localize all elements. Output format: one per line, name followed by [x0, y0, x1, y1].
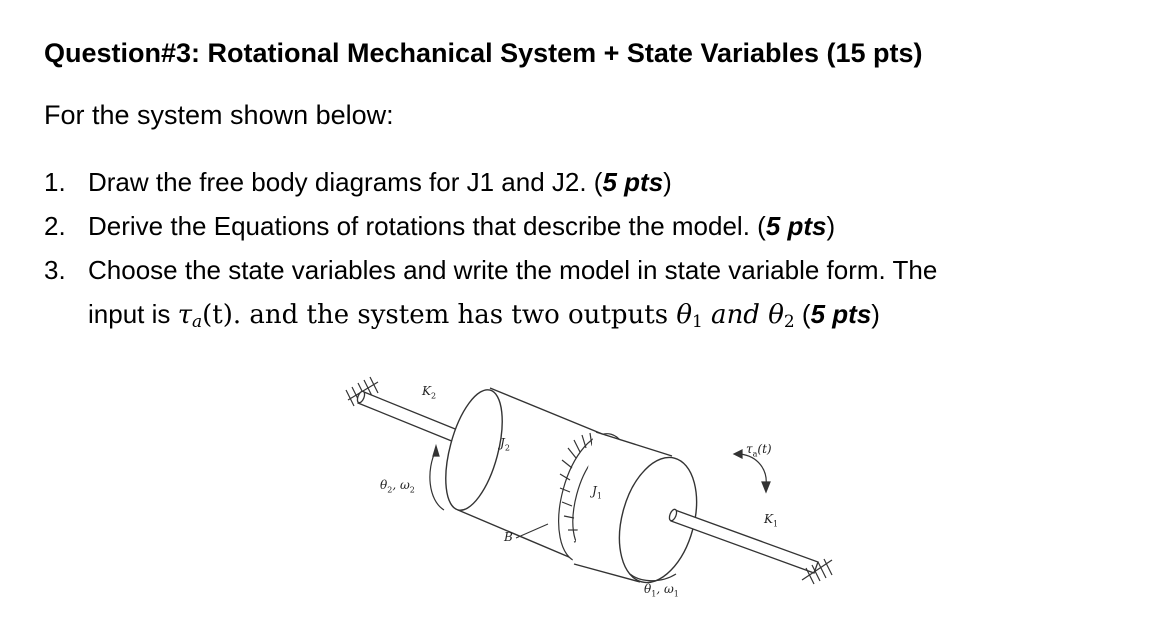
question-title: Question#3: Rotational Mechanical System + State Variables (15 pts) [44, 38, 923, 68]
task-points: 5 pts [810, 299, 872, 329]
k1-label: $K_1$ [764, 512, 779, 529]
task-item-1 [44, 160, 1154, 204]
task-close: ) [663, 167, 672, 197]
j1-label: $J_1$ [592, 484, 602, 501]
j1-cylinder [572, 432, 709, 591]
theta2-rotation-arrow [430, 446, 444, 510]
task-text: Draw the free body diagrams for J1 and J2. ( [88, 167, 603, 197]
tau-subscript: a [192, 312, 203, 332]
task-text: Derive the Equations of rotations that describe the model. ( [88, 211, 766, 241]
task-list [44, 160, 1154, 344]
tau-input-math [178, 300, 795, 330]
theta1-omega1-label: $\theta_1$, $\omega_1$ [644, 582, 679, 599]
tau-symbol: τ [177, 300, 192, 330]
mechanical-diagram [340, 360, 840, 610]
rotational-system-figure [340, 360, 840, 610]
b-label: B [504, 530, 513, 544]
j2-label: $J_2$ [500, 436, 510, 453]
k1-shaft [668, 508, 818, 573]
theta2-subscript: 2 [783, 312, 795, 332]
theta1-symbol: θ [676, 300, 692, 330]
task-item-3 [44, 248, 1154, 344]
task-item-2 [44, 204, 1154, 248]
k2-label: $K_2$ [422, 384, 437, 401]
tau-argument: (t). [202, 300, 242, 330]
task-number: 2. [44, 211, 66, 241]
task-close: ) [826, 211, 836, 241]
and-word: and [702, 300, 769, 330]
task-text: Choose the state variables and write the model in state variable form. The [88, 255, 938, 285]
task-number: 1. [44, 167, 66, 197]
theta1-subscript: 1 [691, 312, 703, 332]
task-number: 3. [44, 255, 66, 285]
theta2-omega2-label: $\theta_2$, $\omega_2$ [380, 478, 415, 495]
task-points: 5 pts [602, 167, 664, 197]
intro-text: For the system shown below: [44, 100, 394, 130]
outputs-text: and the system has two outputs [241, 300, 677, 330]
task-close: ) [871, 299, 880, 329]
task-open: ( [794, 299, 811, 329]
task-input-prefix: input is [88, 299, 178, 329]
task-points: 5 pts [765, 211, 827, 241]
task-text-line2 [88, 292, 1154, 344]
tau-a-label: $\tau_a(t)$ [746, 442, 772, 459]
theta2-symbol: θ [768, 300, 784, 330]
